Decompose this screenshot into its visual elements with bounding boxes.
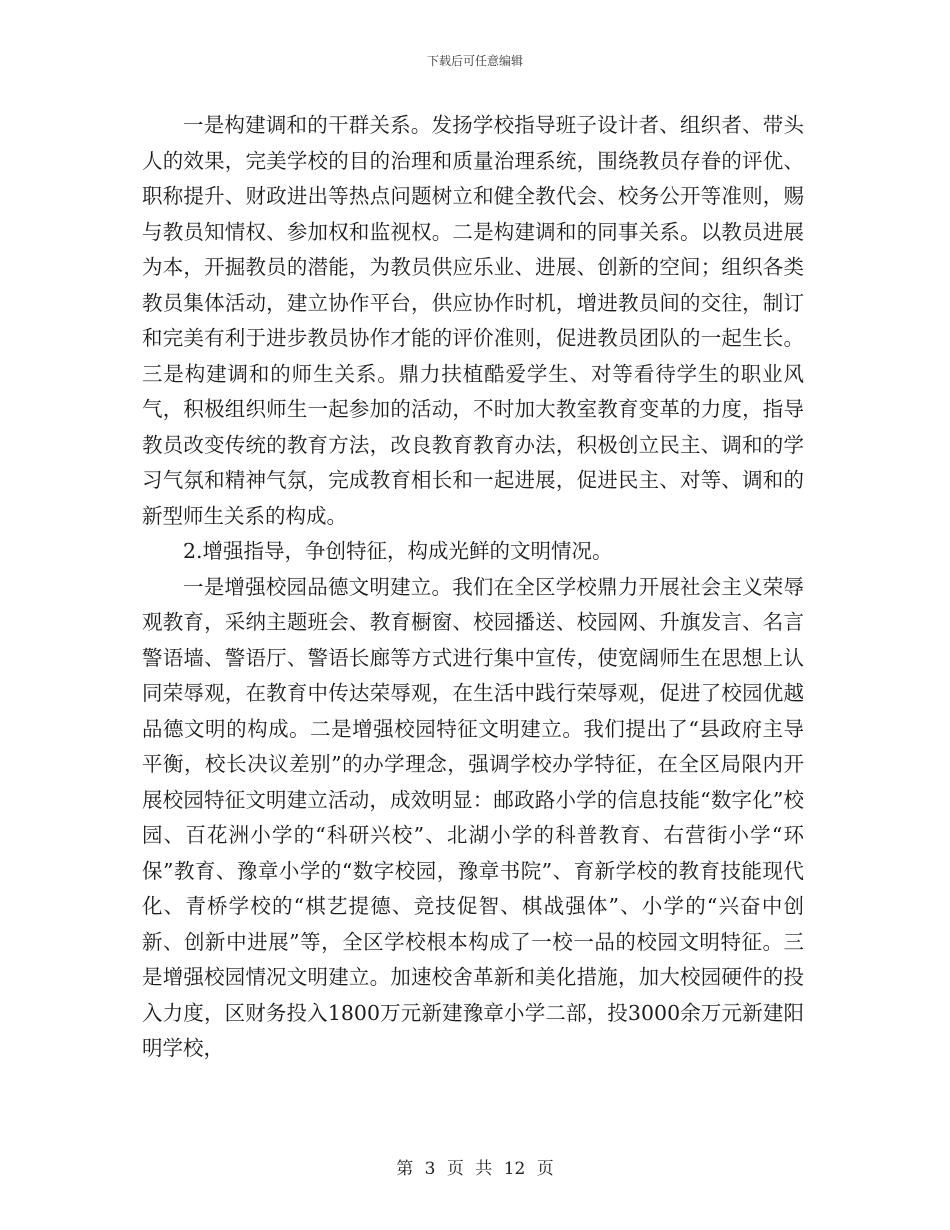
section-heading: 2.增强指导，争创特征，构成光鲜的文明情况。 — [183, 539, 613, 563]
body-paragraph: 一是增强校园品德文明建立。我们在全区学校鼎力开展社会主义荣辱观教育，采纳主题班会、教育橱窗、校园播送、校园网、升旗发言、名言警语墙、警语厅、警语长廊等方式进行集中宣传，使宽阔师生在思想上认同荣辱观，在教育中传达荣辱观，在生活中践行荣辱观，促进了校园优越品德文明的构成。二是增强校园特征文明建立。我们提出了“县政府主导平衡，校长决议差别”的办学理念，强调学校办学特征，在全区局限内开展校园特征文明建立活动，成效明显：邮政路小学的信息技能“数字化”校园、百花洲小学的“科研兴校”、北湖小学的科普教育、右营街小学“环保”教育、豫章小学的“数字校园，豫章书院”、育新学校的教育技能现代化、青桥学校的“棋艺提德、竞技促智、棋战强体”、小学的“兴奋中创新、创新中进展”等，全区学校根本构成了一校一品的校园文明特征。三是增强校园情况文明建立。加速校舍革新和美化措施，加大校园硬件的投入力度，区财务投入1800万元新建豫章小学二部，投3000余万元新建阳明学校， — [142, 574, 804, 1060]
page-header-note: 下载后可任意编辑 — [426, 54, 523, 68]
body-paragraph: 一是构建调和的干群关系。发扬学校指导班子设计者、组织者、带头人的效果，完美学校的目的治理和质量治理系统，围绕教员存眷的评优、职称提升、财政进出等热点问题树立和健全教代会、校务公开等准则，赐与教员知情权、参加权和监视权。二是构建调和的同事关系。以教员进展为本，开掘教员的潜能，为教员供应乐业、进展、创新的空间；组织各类教员集体活动，建立协作平台，供应协作时机，增进教员间的交往，制订和完美有利于进步教员协作才能的评价准则，促进教员团队的一起生长。三是构建调和的师生关系。鼎力扶植酷爱学生、对等看待学生的职业风气，积极组织师生一起参加的活动，不时加大教室教育变革的力度，指导教员改变传统的教育方法，改良教育教育办法，积极创立民主、调和的学习气氛和精神气氛，完成教育相长和一起进展，促进民主、对等、调和的新型师生关系的构成。 — [142, 113, 804, 528]
page-number-footer: 第 3 页 共 12 页 — [396, 1159, 554, 1179]
document-body — [142, 108, 804, 1067]
